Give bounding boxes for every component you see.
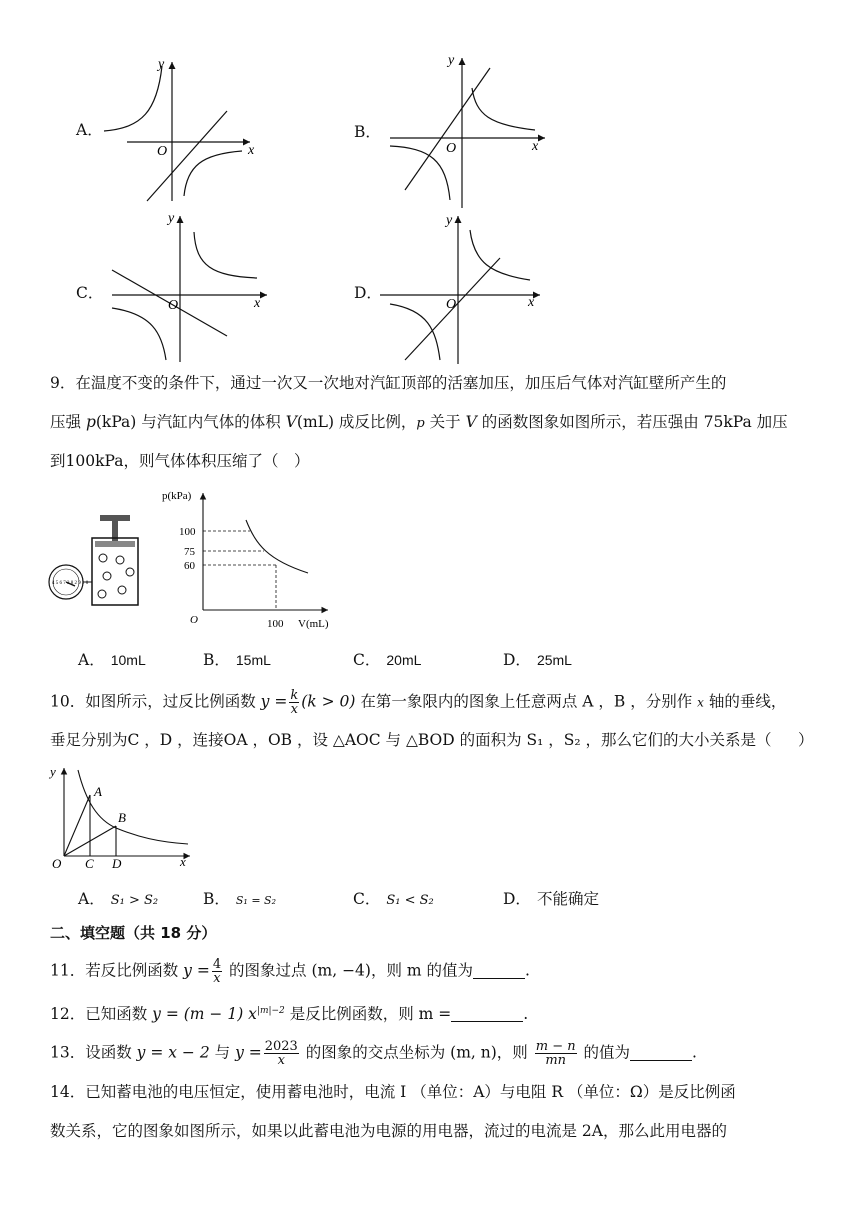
q8-option-a[interactable] [72,56,272,206]
q8-option-b[interactable] [350,50,560,210]
q9-line-3: 到100kPa，则气体体积压缩了（ ） [50,452,310,470]
option-label: B． [354,123,381,141]
axis-y-label: y [50,764,56,779]
y-tick-75: 75 [184,546,195,558]
graph-b [350,50,560,210]
axis-x-label: x [248,143,255,158]
x-tick-100: 100 [267,618,284,630]
q10-option-c[interactable]: C． S₁ < S₂ [353,890,434,908]
axis-x-label: x [528,295,535,310]
origin-label: O [190,614,198,626]
axis-y-label: y [168,211,175,226]
q8-option-c[interactable] [72,208,282,364]
point-d-label: D [112,856,122,871]
q9-option-d[interactable]: D． 25mL [503,651,572,669]
answer-blank[interactable] [451,1005,523,1022]
answer-blank[interactable] [473,962,525,979]
q11: 11．若反比例函数 y = $\frac{4}{x}$ 的图象过点 (m, −4)，则 m 的值为 . [50,957,530,986]
origin-label: O [168,298,179,313]
origin-label: O [52,856,62,871]
x-axis-label: V(mL) [298,618,329,630]
q9-option-c[interactable]: C． 20mL [353,651,422,669]
axis-y-label: y [446,213,453,228]
option-label: D． [354,284,382,302]
axis-y-label: y [158,57,165,72]
point-a-label: A [94,784,102,799]
y-tick-60: 60 [184,560,195,572]
gauge-numbers: 4 5 6 7 3 8 2 9 1 0 [52,581,89,586]
q9-line-2: 压强 p(kPa) 与汽缸内气体的体积 V(mL) 成反比例，p 关于 V 的函数图象如图所示，若压强由 75kPa 加压 [50,413,788,431]
section-heading: 二、填空题（共 18 分） [50,924,217,942]
y-axis-label: p(kPa) [162,490,192,502]
option-label: A． [76,121,103,139]
q9-line-1: 9．在温度不变的条件下，通过一次又一次地对汽缸顶部的活塞加压，加压后气体对汽缸壁所产生的 [50,374,727,392]
answer-blank[interactable] [630,1044,692,1061]
q8-option-d[interactable] [350,210,560,366]
point-c-label: C [85,856,94,871]
axis-x-label: x [254,296,261,311]
q10-line-1: 10．如图所示，过反比例函数 y = $\frac{k}{x}$ (k > 0) 在第一象限内的图象上任意两点 A ，B ，分别作 x 轴的垂线， [50,688,787,717]
q12: 12．已知函数 y = (m − 1) $x^{|m|-2}$ 是反比例函数，则 m = . [50,1005,529,1024]
q9-pv-graph [162,485,348,635]
q9-option-b[interactable]: B． 15mL [203,651,271,669]
piston-illustration [45,510,165,630]
q10-option-d[interactable]: D． 不能确定 [503,890,599,908]
graph-d [350,210,560,366]
q13: 13．设函数 y = x − 2 与 y = $\frac{2023}{x}$ 的图象的交点坐标为 (m, n)，则 $\frac{m - n}{mn}$ 的值为 . [50,1039,697,1068]
point-b-label: B [118,810,126,825]
axis-x-label: x [532,139,539,154]
q14-line-1: 14．已知蓄电池的电压恒定，使用蓄电池时，电流 I （单位：A）与电阻 R （单位：Ω）是反比例函 [50,1083,736,1101]
axis-x-label: x [180,854,186,869]
y-tick-100: 100 [179,526,196,538]
axis-y-label: y [448,53,455,68]
origin-label: O [446,297,457,312]
graph-a [72,56,272,206]
q10-graph [48,762,198,872]
q10-option-b[interactable]: B． S₁ = S₂ [203,890,276,908]
origin-label: O [157,144,168,159]
q10-line-2: 垂足分别为C ，D ，连接OA ，OB ，设 △AOC 与 △BOD 的面积为 S₁ ，S₂ ，那么它们的大小关系是（ ） [50,731,814,749]
graph-c [72,208,282,364]
option-label: C． [76,284,104,302]
q10-option-a[interactable]: A． S₁ > S₂ [78,890,159,908]
q9-option-a[interactable]: A． 10mL [78,651,146,669]
q14-line-2: 数关系，它的图象如图所示，如果以此蓄电池为电源的用电器，流过的电流是 2A，那么此用电器的 [50,1122,727,1140]
origin-label: O [446,141,457,156]
